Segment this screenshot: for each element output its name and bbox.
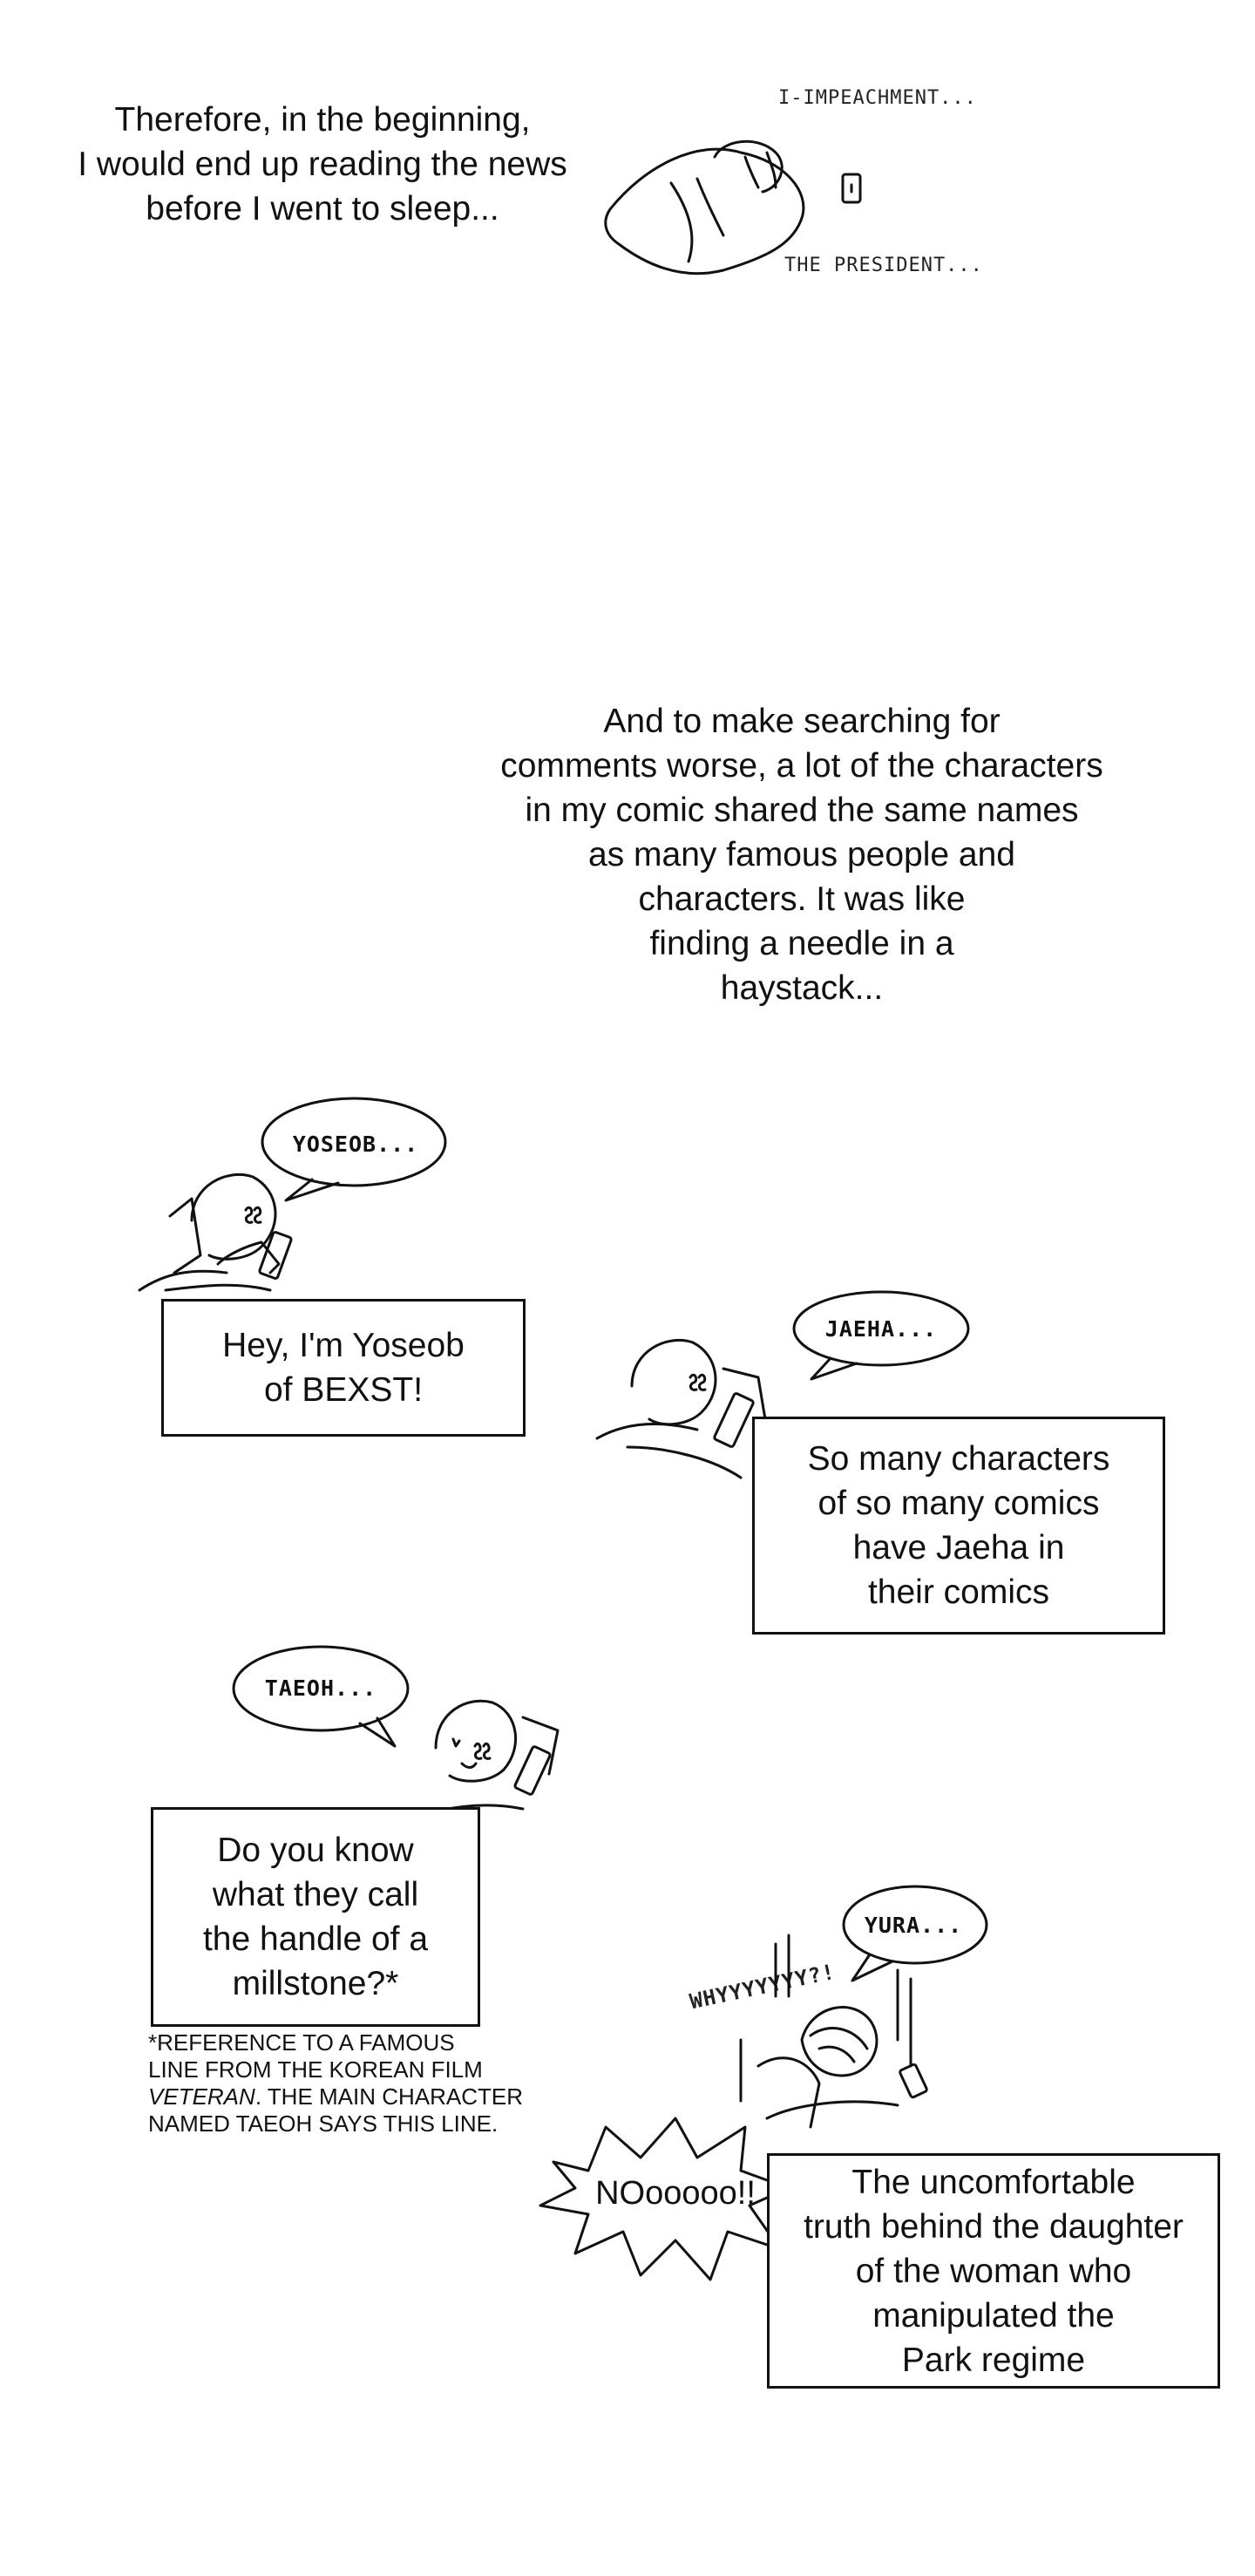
footnote-veteran: *REFERENCE TO A FAMOUS LINE FROM THE KOREAN FILM VETERAN. THE MAIN CHARACTER NAMED TAEOH SAYS THIS LINE. <box>148 2029 524 2137</box>
narration-news-before-sleep: Therefore, in the beginning, I would end up reading the news before I went to sleep... <box>78 101 567 228</box>
caption-jaeha: So many characters of so many comics have Jaeha in their comics <box>752 1417 1165 1635</box>
reader-in-bed-yoseob <box>139 1159 357 1299</box>
caption-yura-truth: The uncomfortable truth behind the daughter of the woman who manipulated the Park regime <box>767 2153 1220 2389</box>
sfx-impeachment: I-IMPEACHMENT... <box>778 87 977 109</box>
sfx-whyyyyyy: WHYYYYYYY?! <box>687 1959 838 2015</box>
caption-taeoh-millstone: Do you know what they call the handle of a millstone?* <box>151 1807 480 2027</box>
bubble-text-jaeha: JAEHA... <box>824 1316 938 1342</box>
reader-in-bed-taeoh <box>392 1678 575 1826</box>
bubble-text-yura: YURA... <box>864 1913 963 1938</box>
caption-yoseob: Hey, I'm Yoseob of BEXST! <box>161 1299 526 1437</box>
narration-searching-comments: And to make searching for comments worse, a lot of the characters in my comic shared the same names as many famous people and characters. It was like finding a needle in a haystack... <box>500 703 1103 1007</box>
shout-text-nooooo: NOooooo!! <box>595 2175 756 2212</box>
sfx-the-president: THE PRESIDENT... <box>784 255 983 276</box>
bubble-text-yoseob: YOSEOB... <box>292 1132 419 1157</box>
bubble-text-taeoh: TAEOH... <box>264 1675 377 1701</box>
